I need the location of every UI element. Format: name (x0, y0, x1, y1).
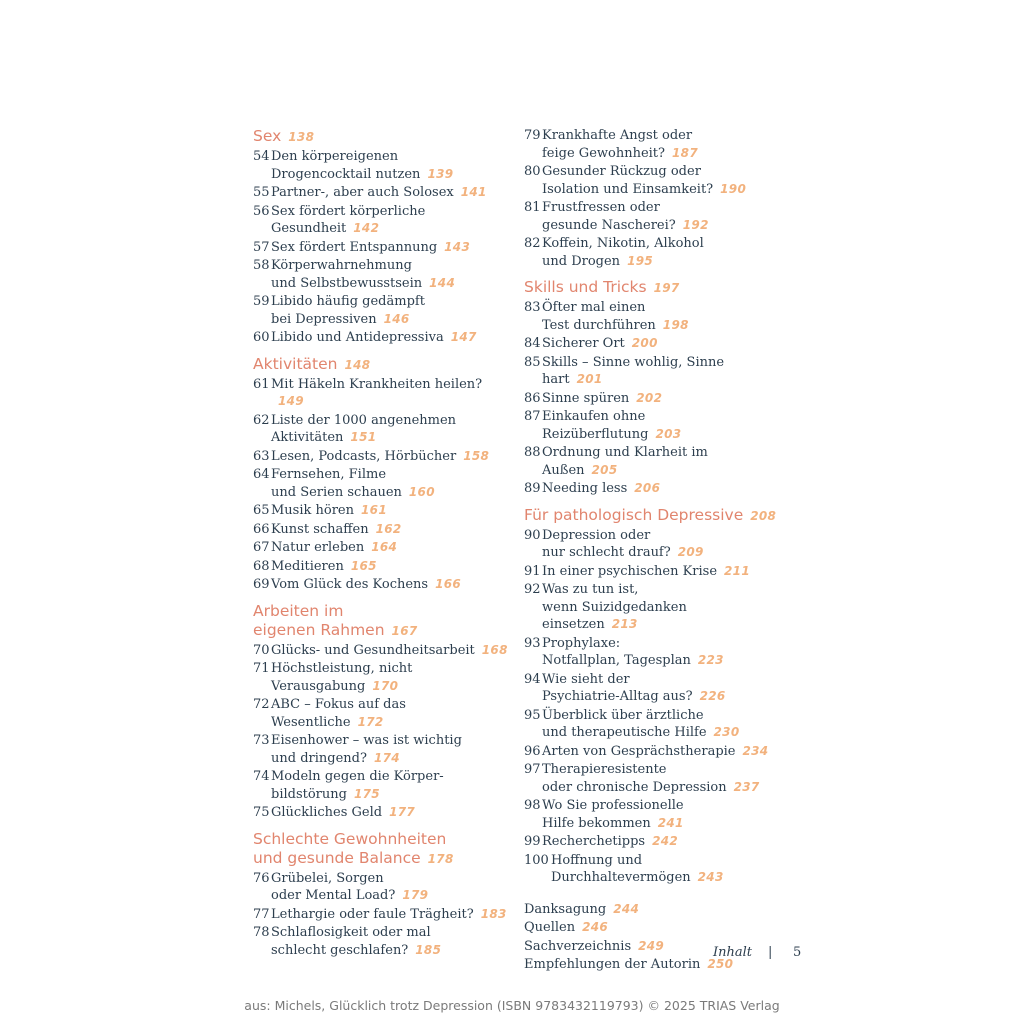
entry-title-line: und Selbstbewusstsein 144 (271, 275, 456, 291)
page-number: 249 (638, 938, 665, 953)
page-number: 139 (427, 166, 454, 181)
page-number: 230 (713, 725, 740, 739)
toc-entry (524, 707, 786, 742)
entry-title (542, 163, 786, 198)
entry-title (271, 660, 515, 695)
page-number: 209 (677, 545, 704, 559)
page-number: 146 (383, 311, 410, 326)
entry-title (542, 390, 786, 408)
page-number: 195 (627, 253, 654, 268)
toc-entry (524, 833, 786, 851)
entry-title-line: nur schlecht drauf? 209 (542, 545, 704, 560)
entry-title (542, 235, 786, 270)
page-number: 244 (613, 901, 640, 916)
entry-title-line: und Drogen 195 (542, 253, 654, 269)
back-matter-label: Danksagung (524, 901, 607, 917)
entry-title-line: Recherchetipps 242 (542, 834, 679, 849)
page-number: 197 (653, 281, 680, 295)
page-number: 151 (350, 430, 377, 444)
section-heading-line: Skills und Tricks 197 (524, 278, 680, 296)
toc-entry (253, 257, 515, 292)
entry-number: 62 (253, 412, 270, 428)
entry-title (271, 804, 515, 822)
section-heading-line: Aktivitäten 148 (253, 354, 371, 373)
page-number: 144 (429, 275, 456, 290)
page-number: 190 (720, 181, 747, 196)
entry-title-line: Needing less 206 (542, 481, 661, 496)
section-heading (524, 278, 786, 298)
toc-entry (524, 444, 786, 479)
entry-number: 84 (524, 336, 541, 351)
entry-title-line: Glücks- und Gesundheitsarbeit 168 (271, 642, 508, 658)
entry-title (271, 257, 515, 292)
entry-title-line: ABC – Fokus auf das Wesentliche 172 (271, 697, 406, 730)
entry-title (271, 558, 515, 576)
entry-number: 67 (253, 540, 270, 555)
entry-number: 90 (524, 527, 541, 543)
page-number: 223 (697, 653, 724, 667)
entry-title-line: Höchstleistung, nicht (271, 661, 413, 676)
entry-title (542, 408, 786, 443)
page-number: 170 (372, 678, 399, 693)
page-number: 185 (415, 942, 442, 957)
toc-entry (524, 581, 786, 634)
toc-entry (253, 329, 515, 347)
entry-title-line: Gesundheit 142 (271, 221, 380, 236)
entry-title (542, 127, 786, 162)
entry-number: 99 (524, 834, 541, 849)
toc-entry (253, 502, 515, 520)
entry-title (542, 707, 786, 742)
section-heading-line: Für pathologisch Depressive 208 (524, 505, 777, 524)
page-number: 158 (463, 448, 490, 463)
source-credit: aus: Michels, Glücklich trotz Depression (ISBN 9783432119793) © 2025 TRIAS Verlag (244, 998, 780, 1013)
entry-title-line: gesunde Nascherei? 192 (542, 217, 709, 233)
entry-title (542, 335, 786, 353)
entry-title-line: Gesunder Rückzug oder (542, 164, 701, 179)
entry-title (542, 563, 786, 581)
page-number: 201 (576, 372, 603, 386)
page-number: 211 (724, 563, 750, 578)
toc-entry (253, 576, 515, 594)
toc-entry (524, 563, 786, 581)
entry-title-line: Wo Sie professionelle (542, 798, 684, 813)
footer-page-number: 5 (793, 945, 802, 960)
entry-title (542, 444, 786, 479)
entry-title (542, 199, 786, 234)
toc-entry (524, 163, 786, 198)
entry-title (271, 924, 515, 959)
entry-number: 81 (524, 200, 541, 215)
page-number: 167 (391, 623, 418, 638)
entry-title (271, 732, 515, 767)
page-number: 208 (750, 508, 777, 523)
toc-entry (524, 390, 786, 408)
entry-title-line: Koffein, Nikotin, Alkohol (542, 236, 704, 251)
toc-entry (253, 412, 515, 447)
entry-number: 86 (524, 390, 541, 406)
page-number: 141 (460, 185, 487, 199)
entry-title-line: Aktivitäten 151 (271, 430, 377, 445)
section-heading-line: Sex 138 (253, 127, 315, 145)
entry-number: 88 (524, 445, 541, 460)
entry-title-line: Einkaufen ohne (542, 409, 646, 424)
toc-entry (524, 635, 786, 670)
toc-entry (253, 804, 515, 822)
entry-number: 55 (253, 185, 270, 200)
toc-entry (253, 376, 515, 411)
page-number: 178 (427, 851, 454, 866)
entry-number: 61 (253, 376, 270, 392)
page-number: 160 (408, 484, 435, 499)
toc-entry (253, 148, 515, 183)
toc-entry (253, 732, 515, 767)
entry-title-line: Arten von Gesprächstherapie 234 (542, 743, 769, 759)
back-matter-entry (524, 901, 786, 919)
page-number: 148 (344, 357, 371, 372)
entry-title-line: Den körpereigenen (271, 149, 399, 164)
entry-number: 76 (253, 870, 270, 886)
entry-title-line: und therapeutische Hilfe 230 (542, 725, 740, 740)
entry-title (542, 480, 786, 498)
entry-number: 57 (253, 239, 270, 255)
toc-entry (253, 642, 515, 660)
entry-title-line: Was zu tun ist, (542, 582, 639, 597)
entry-title-line: Sinne spüren 202 (542, 390, 663, 406)
entry-title (542, 797, 786, 832)
toc-entry (524, 743, 786, 761)
page-number: 234 (742, 743, 769, 758)
entry-title-line: Grübelei, Sorgen (271, 870, 384, 886)
entry-number: 72 (253, 697, 270, 712)
entry-number: 77 (253, 906, 270, 922)
entry-title-line: Mit Häkeln Krankheiten heilen?149 (271, 376, 483, 408)
entry-title-line: Verausgabung 170 (271, 678, 399, 694)
back-matter-entry (524, 919, 786, 937)
toc-entry (253, 870, 515, 905)
entry-number: 63 (253, 448, 270, 464)
toc-entry (253, 539, 515, 557)
section-heading-line: eigenen Rahmen 167 (253, 620, 418, 639)
page-number: 206 (634, 481, 661, 495)
entry-title (542, 635, 786, 670)
entry-title-line: Libido häufig gedämpft (271, 294, 425, 309)
entry-title-line: Krankhafte Angst oder (542, 128, 693, 143)
page-number: 164 (371, 540, 398, 554)
entry-title-line: Sex fördert Entspannung 143 (271, 239, 471, 255)
entry-title-line: und Serien schauen 160 (271, 484, 435, 500)
toc-entry (524, 127, 786, 162)
page-number: 179 (402, 888, 429, 902)
toc-right-column (524, 127, 786, 975)
toc-entry (253, 521, 515, 539)
toc-entry (253, 696, 515, 731)
back-matter-label: Empfehlungen der Autorin (524, 957, 701, 972)
entry-title-line: Modeln gegen die Körper- (271, 769, 444, 784)
entry-title-line: Prophylaxe: (542, 635, 621, 651)
page-number: 174 (373, 750, 400, 765)
entry-number: 79 (524, 128, 541, 143)
entry-number: 66 (253, 521, 270, 537)
entry-number: 70 (253, 642, 270, 658)
entry-title (271, 466, 515, 501)
page-number: 177 (389, 805, 416, 819)
entry-number: 73 (253, 733, 270, 748)
footer-separator: | (768, 945, 773, 960)
entry-title-line: wenn Suizidgedanken einsetzen 213 (542, 599, 687, 632)
entry-title (271, 521, 515, 539)
entry-number: 80 (524, 164, 541, 179)
entry-title-line: Ordnung und Klarheit im Außen 205 (542, 445, 708, 478)
entry-number: 89 (524, 481, 541, 496)
entry-title-line: Skills – Sinne wohlig, Sinne hart 201 (542, 354, 725, 387)
entry-title-line: oder chronische Depression 237 (542, 779, 760, 795)
page-number: 165 (350, 558, 377, 573)
page-number: 175 (353, 786, 380, 801)
entry-number: 65 (253, 503, 270, 518)
toc-entry (524, 199, 786, 234)
entry-number: 94 (524, 671, 541, 687)
entry-title-line: Meditieren 165 (271, 558, 377, 574)
entry-title-line: und dringend? 174 (271, 750, 400, 766)
entry-title-line: Notfallplan, Tagesplan 223 (542, 653, 724, 668)
entry-title-line: Therapieresistente (542, 762, 667, 777)
entry-number: 92 (524, 582, 541, 597)
page-number: 203 (655, 426, 682, 441)
entry-title (542, 299, 786, 334)
entry-number: 60 (253, 330, 270, 345)
entry-title-line: Libido und Antidepressiva 147 (271, 330, 477, 345)
toc-entry (253, 293, 515, 328)
toc-left-column (253, 127, 515, 960)
entry-number: 96 (524, 743, 541, 759)
section-heading-line: Schlechte Gewohnheiten (253, 829, 447, 848)
toc-entry (253, 239, 515, 257)
entry-title (271, 448, 515, 466)
entry-title-line: schlecht geschlafen? 185 (271, 942, 442, 958)
page-number: 142 (353, 221, 380, 235)
toc-entry (253, 906, 515, 924)
entry-title-line: Eisenhower – was ist wichtig (271, 733, 462, 748)
entry-title-line: Drogencocktail nutzen 139 (271, 166, 454, 182)
entry-title-line: Körperwahrnehmung (271, 258, 412, 273)
entry-title-line: Lesen, Podcasts, Hörbücher 158 (271, 448, 490, 464)
page-number: 162 (375, 521, 402, 536)
page-number: 202 (636, 390, 663, 405)
toc-entry (253, 203, 515, 238)
entry-title-line: oder Mental Load? 179 (271, 888, 429, 903)
toc-entry (253, 924, 515, 959)
entry-number: 58 (253, 258, 270, 273)
entry-title-line: Fernsehen, Filme (271, 467, 387, 482)
entry-title (271, 642, 515, 660)
page-number: 138 (288, 130, 315, 144)
page-number: 172 (357, 714, 384, 729)
entry-title-line: Vom Glück des Kochens 166 (271, 577, 462, 592)
entry-number: 75 (253, 805, 270, 820)
entry-number: 93 (524, 635, 541, 651)
entry-number: 95 (524, 707, 541, 723)
entry-title-line: Hoffnung und (551, 852, 643, 868)
toc-entry (524, 408, 786, 443)
page-number: 243 (697, 870, 724, 884)
page-number: 241 (657, 815, 684, 830)
page-number: 192 (682, 217, 709, 232)
toc-entry (253, 184, 515, 202)
entry-title-line: Lethargie oder faule Trägheit? 183 (271, 906, 507, 922)
entry-title-line: Glückliches Geld 177 (271, 805, 416, 820)
section-heading (253, 355, 515, 375)
page-number: 205 (591, 462, 618, 477)
toc-entry (524, 480, 786, 498)
entry-number: 71 (253, 661, 270, 676)
page-number: 198 (662, 317, 689, 332)
page-number: 226 (699, 689, 726, 703)
section-heading (524, 506, 786, 526)
entry-title (271, 329, 515, 347)
entry-number: 56 (253, 203, 270, 219)
entry-title (542, 527, 786, 562)
entry-title-line: Durchhaltevermögen 243 (551, 870, 724, 885)
toc-entry (253, 448, 515, 466)
entry-title-line: feige Gewohnheit? 187 (542, 145, 698, 161)
entry-title (271, 293, 515, 328)
entry-title (542, 671, 786, 706)
entry-title-line: Natur erleben 164 (271, 540, 398, 555)
toc-entry (524, 299, 786, 334)
back-matter-list (524, 901, 786, 974)
toc-entry (524, 527, 786, 562)
entry-title (271, 696, 515, 731)
entry-title-line: Test durchführen 198 (542, 317, 689, 333)
toc-entry (524, 335, 786, 353)
entry-title-line: Überblick über ärztliche (542, 707, 704, 723)
section-heading (253, 830, 515, 869)
entry-title (271, 376, 515, 411)
entry-title-line: bildstörung 175 (271, 786, 380, 802)
entry-number: 69 (253, 577, 270, 592)
entry-title-line: Sicherer Ort 200 (542, 336, 658, 351)
page-number: 187 (672, 145, 698, 160)
page-number: 213 (611, 617, 638, 631)
entry-number: 54 (253, 149, 270, 164)
entry-number: 82 (524, 236, 541, 251)
entry-title-line: In einer psychischen Krise 211 (542, 563, 750, 579)
section-heading-line: und gesunde Balance 178 (253, 848, 454, 867)
entry-title (271, 906, 515, 924)
entry-number: 83 (524, 300, 541, 315)
toc-entry (524, 671, 786, 706)
page-number: 149 (278, 394, 304, 408)
toc-entry (253, 466, 515, 501)
toc-entry (524, 354, 786, 389)
toc-entry (253, 558, 515, 576)
entry-title-line: Hilfe bekommen 241 (542, 815, 684, 831)
page-number: 242 (652, 834, 679, 848)
entry-title-line: Wie sieht der (542, 671, 630, 687)
entry-title (271, 184, 515, 202)
page-number: 183 (480, 906, 507, 921)
entry-number: 74 (253, 769, 270, 784)
page-number: 147 (450, 330, 477, 344)
entry-number: 87 (524, 409, 541, 424)
page-number: 200 (631, 336, 658, 350)
toc-entry (253, 660, 515, 695)
page-number: 166 (435, 577, 462, 591)
entry-title (542, 761, 786, 796)
section-heading (253, 127, 515, 147)
entry-title (271, 870, 515, 905)
entry-title-line: Öfter mal einen (542, 300, 646, 315)
entry-title-line: Musik hören 161 (271, 503, 387, 518)
footer-section-label: Inhalt (713, 945, 753, 960)
entry-title (542, 354, 786, 389)
entry-number: 91 (524, 563, 541, 579)
entry-number: 64 (253, 467, 270, 482)
entry-number: 98 (524, 798, 541, 813)
entry-number: 85 (524, 354, 541, 370)
entry-title (271, 412, 515, 447)
entry-title-line: Psychiatrie-Alltag aus? 226 (542, 689, 726, 704)
entry-title-line: Liste der 1000 angenehmen (271, 412, 457, 428)
entry-title-line: Sex fördert körperliche (271, 203, 426, 219)
back-matter-label: Quellen (524, 920, 576, 935)
entry-title (551, 852, 786, 887)
entry-title-line: Partner-, aber auch Solosex 141 (271, 185, 487, 200)
page-number: 250 (707, 957, 734, 971)
entry-number: 59 (253, 294, 270, 309)
toc-entry (524, 235, 786, 270)
entry-number: 78 (253, 925, 270, 940)
toc-entry (253, 768, 515, 803)
toc-entry (524, 761, 786, 796)
entry-title (542, 743, 786, 761)
entry-title (542, 581, 786, 634)
entry-title-line: Frustfressen oder (542, 200, 660, 215)
entry-title-line: Depression oder (542, 527, 651, 543)
entry-title-line: Isolation und Einsamkeit? 190 (542, 181, 747, 197)
entry-number: 97 (524, 762, 541, 777)
page-number: 168 (481, 642, 508, 657)
entry-number: 100 (524, 852, 549, 868)
entry-title-line: Kunst schaffen 162 (271, 521, 402, 537)
entry-title (271, 203, 515, 238)
page-number: 246 (582, 920, 609, 934)
entry-title (271, 239, 515, 257)
entry-number: 68 (253, 558, 270, 574)
entry-title (271, 576, 515, 594)
page-number: 143 (444, 239, 471, 254)
entry-title-line: bei Depressiven 146 (271, 311, 410, 327)
section-heading-line: Arbeiten im (253, 601, 344, 620)
entry-title (271, 148, 515, 183)
entry-title (271, 768, 515, 803)
entry-title-line: Schlaflosigkeit oder mal (271, 925, 431, 940)
section-heading (253, 602, 515, 641)
toc-entry (524, 797, 786, 832)
back-matter-label: Sachverzeichnis (524, 938, 632, 954)
entry-title-line: Reizüberflutung 203 (542, 426, 682, 442)
toc-entry (524, 852, 786, 887)
entry-title (271, 539, 515, 557)
entry-title (271, 502, 515, 520)
entry-title (542, 833, 786, 851)
page-number: 161 (361, 503, 387, 517)
page-number: 237 (733, 779, 760, 794)
